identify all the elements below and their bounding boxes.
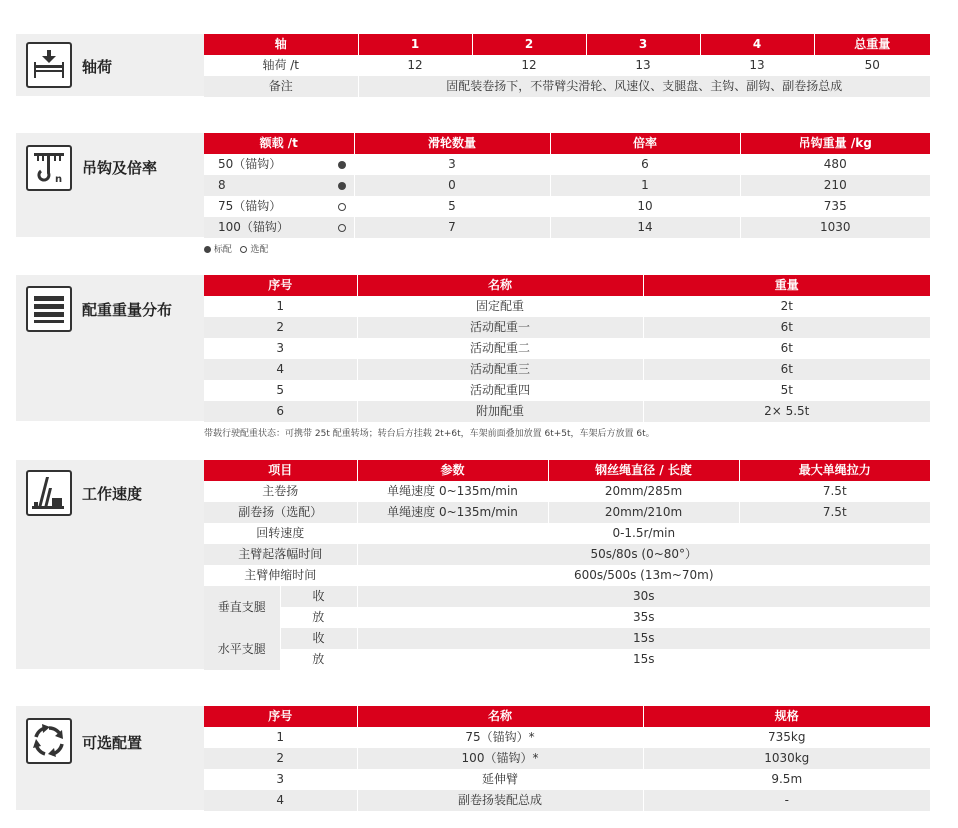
counterweight-title: 配重重量分布 [82,301,173,319]
axle-note-label: 备注 [204,76,358,97]
speed-pull: 7.5t [739,502,930,523]
speed-item: 主臂伸缩时间 [204,565,357,586]
cw-weight: 2t [643,296,930,317]
hook-label-box [16,133,204,237]
hook-load-cell [204,154,354,175]
axle-value: 13 [586,55,700,76]
standard-dot-icon [338,182,346,190]
axle-value: 13 [700,55,814,76]
axle-value: 12 [358,55,472,76]
hook-weight: 735 [740,196,930,217]
optional-header: 名称 [357,706,643,727]
speed-sub: 收 [280,586,357,607]
speed-value: 50s/80s (0~80°） [357,544,930,565]
cw-name: 活动配重三 [357,359,643,380]
optional-config-title: 可选配置 [82,734,143,752]
axle-header: 2 [472,34,586,55]
axle-value: 12 [472,55,586,76]
cw-name: 附加配重 [357,401,643,422]
speed-item: 垂直支腿 [204,586,280,628]
hook-load-text: 100（锚钩） [218,220,289,234]
axle-header: 总重量 [814,34,930,55]
cycle-icon [26,718,72,764]
hook-weight: 210 [740,175,930,196]
cw-no: 2 [204,317,357,338]
opt-name: 延伸臂 [357,769,643,790]
speed-item: 水平支腿 [204,628,280,670]
speed-value: 0-1.5r/min [357,523,930,544]
table-row [204,296,930,317]
table-row [204,544,930,565]
counterweight-header: 重量 [643,275,930,296]
speed-item: 主臂起落幅时间 [204,544,357,565]
speed-header: 参数 [357,460,548,481]
hook-legend [204,242,268,255]
cw-no: 3 [204,338,357,359]
cw-name: 活动配重四 [357,380,643,401]
hook-load-text: 8 [218,178,226,192]
opt-name: 100（锚钩）* [357,748,643,769]
cw-weight: 6t [643,317,930,338]
speed-value: 15s [357,649,930,670]
opt-name: 75（锚钩）* [357,727,643,748]
speed-header: 项目 [204,460,357,481]
hook-ratio: 10 [550,196,740,217]
cw-no: 4 [204,359,357,380]
axle-header: 1 [358,34,472,55]
axle-load-table [204,34,930,97]
table-row [204,359,930,380]
axle-load-section [16,34,930,96]
hook-section [16,133,930,255]
table-row [204,175,930,196]
counterweight-icon [26,286,72,332]
svg-text:n: n [55,174,63,185]
table-row [204,727,930,748]
speed-value: 15s [357,628,930,649]
table-row [204,317,930,338]
hook-pulleys: 0 [354,175,550,196]
cw-no: 1 [204,296,357,317]
speed-item: 主卷扬 [204,481,357,502]
table-row [204,380,930,401]
standard-dot-icon [338,161,346,169]
hook-weight: 480 [740,154,930,175]
axle-note-text: 固配装卷扬下，不带臂尖滑轮、风速仪、支腿盘、主钩、副钩、副卷扬总成 [358,76,930,97]
hook-icon [26,145,72,191]
opt-no: 1 [204,727,357,748]
table-row [204,196,930,217]
hook-pulleys: 3 [354,154,550,175]
hook-header: 吊钩重量 /kg [740,133,930,154]
speed-value: 30s [357,586,930,607]
speed-sub: 放 [280,607,357,628]
opt-no: 4 [204,790,357,811]
hook-load-text: 50（锚钩） [218,157,282,171]
opt-spec: 1030kg [643,748,930,769]
optional-config-table [204,706,930,811]
hook-title: 吊钩及倍率 [82,159,158,177]
cw-no: 5 [204,380,357,401]
axle-load-label-box [16,34,204,96]
cw-name: 活动配重二 [357,338,643,359]
work-speed-section [16,460,930,669]
cw-weight: 5t [643,380,930,401]
table-row [204,338,930,359]
optional-header: 序号 [204,706,357,727]
hook-header: 滑轮数量 [354,133,550,154]
table-row [204,649,930,670]
opt-spec: 735kg [643,727,930,748]
counterweight-table [204,275,930,422]
table-row [204,481,930,502]
optional-dot-icon [240,246,247,253]
axle-value: 50 [814,55,930,76]
speed-sub: 收 [280,628,357,649]
counterweight-header: 序号 [204,275,357,296]
work-speed-table [204,460,930,670]
work-speed-title: 工作速度 [82,485,143,503]
opt-no: 2 [204,748,357,769]
speed-pull: 7.5t [739,481,930,502]
speed-header: 钢丝绳直径 / 长度 [548,460,739,481]
hook-header: 额载 /t [204,133,354,154]
hook-load-text: 75（锚钩） [218,199,282,213]
axle-header: 轴 [204,34,358,55]
opt-no: 3 [204,769,357,790]
table-row [204,217,930,238]
axle-row-label: 轴荷 /t [204,55,358,76]
hook-ratio: 6 [550,154,740,175]
table-row [204,628,930,649]
counterweight-label-box [16,275,204,421]
axle-load-title: 轴荷 [82,58,113,76]
speed-sub: 放 [280,649,357,670]
hook-pulleys: 7 [354,217,550,238]
table-row [204,76,930,97]
opt-name: 副卷扬装配总成 [357,790,643,811]
hook-load-cell [204,175,354,196]
optional-config-section [16,706,930,810]
cw-weight: 2× 5.5t [643,401,930,422]
hook-ratio: 1 [550,175,740,196]
counterweight-section [16,275,930,439]
table-row [204,790,930,811]
counterweight-header: 名称 [357,275,643,296]
standard-dot-icon [204,246,211,253]
table-row [204,769,930,790]
table-row [204,748,930,769]
table-row [204,607,930,628]
optional-dot-icon [338,203,346,211]
optional-header: 规格 [643,706,930,727]
speed-value: 600s/500s (13m~70m) [357,565,930,586]
speed-item: 回转速度 [204,523,357,544]
optional-config-label-box [16,706,204,810]
optional-dot-icon [338,224,346,232]
speed-item: 副卷扬（选配） [204,502,357,523]
table-row [204,565,930,586]
speed-rope: 20mm/285m [548,481,739,502]
cw-weight: 6t [643,338,930,359]
speed-header: 最大单绳拉力 [739,460,930,481]
hook-load-cell [204,217,354,238]
cw-name: 固定配重 [357,296,643,317]
crane-icon [26,470,72,516]
cw-no: 6 [204,401,357,422]
cw-weight: 6t [643,359,930,380]
table-row [204,586,930,607]
table-row [204,154,930,175]
axle-header: 4 [700,34,814,55]
legend-optional: 选配 [250,245,269,255]
speed-rope: 20mm/210m [548,502,739,523]
legend-standard: 标配 [213,245,232,255]
counterweight-note: 带载行驶配重状态：可携带 25t 配重转场；转台后方挂载 2t+6t，车架前面叠加放置 6t+5t，车架后方放置 6t。 [204,429,655,439]
speed-value: 35s [357,607,930,628]
opt-spec: 9.5m [643,769,930,790]
hook-table [204,133,930,238]
work-speed-label-box [16,460,204,669]
hook-load-cell [204,196,354,217]
cw-name: 活动配重一 [357,317,643,338]
hook-ratio: 14 [550,217,740,238]
table-row [204,502,930,523]
table-row [204,55,930,76]
table-row [204,523,930,544]
hook-header: 倍率 [550,133,740,154]
axle-icon [26,42,72,88]
axle-header: 3 [586,34,700,55]
speed-param: 单绳速度 0~135m/min [357,481,548,502]
speed-param: 单绳速度 0~135m/min [357,502,548,523]
table-row [204,401,930,422]
hook-weight: 1030 [740,217,930,238]
hook-pulleys: 5 [354,196,550,217]
opt-spec: - [643,790,930,811]
